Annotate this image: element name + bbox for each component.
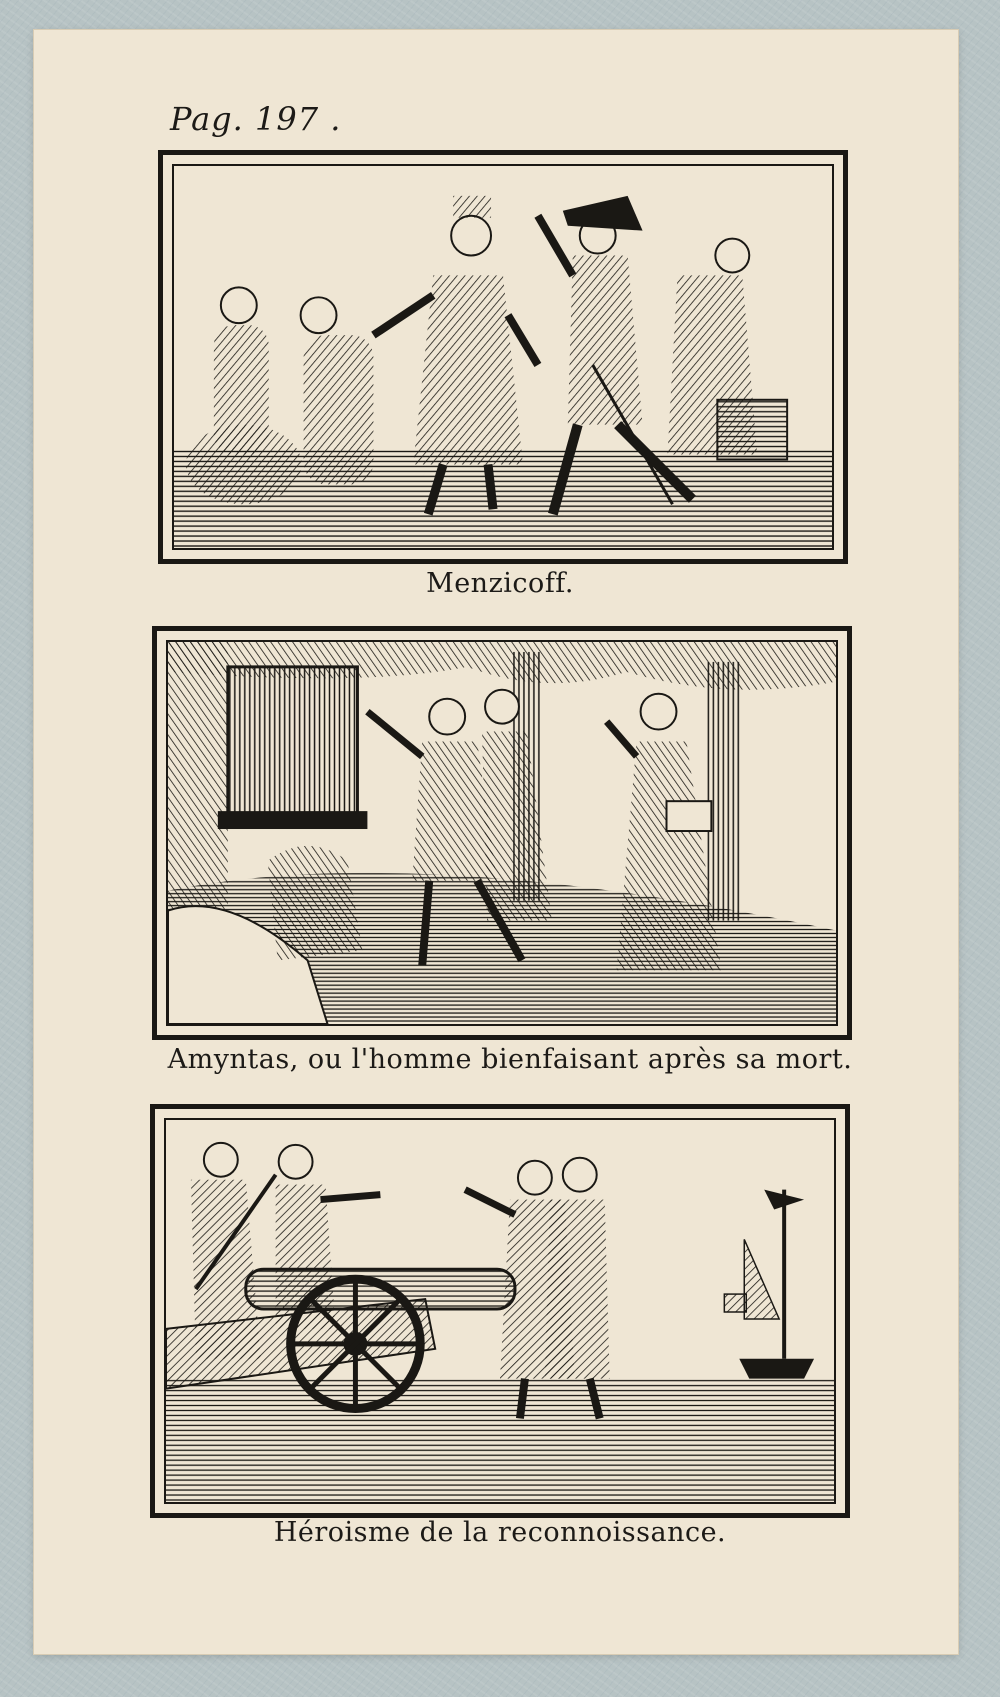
caption-menzicoff: Menzicoff.: [426, 568, 574, 599]
page-number: Pag. 197 .: [170, 100, 342, 138]
engraving-menzicoff: [174, 166, 832, 548]
plate-menzicoff-image: [172, 164, 834, 550]
caption-heroisme: Héroisme de la reconnoissance.: [273, 1517, 727, 1548]
caption-amyntas: Amyntas, ou l'homme bienfaisant après sa mort.: [167, 1044, 853, 1075]
plate-amyntas-image: [166, 640, 838, 1026]
engraving-amyntas: [168, 642, 836, 1024]
plate-heroisme: [150, 1104, 850, 1518]
plate-heroisme-image: [164, 1118, 836, 1504]
engraving-heroisme: [166, 1120, 834, 1502]
plate-menzicoff: [158, 150, 848, 564]
plate-amyntas: [152, 626, 852, 1040]
